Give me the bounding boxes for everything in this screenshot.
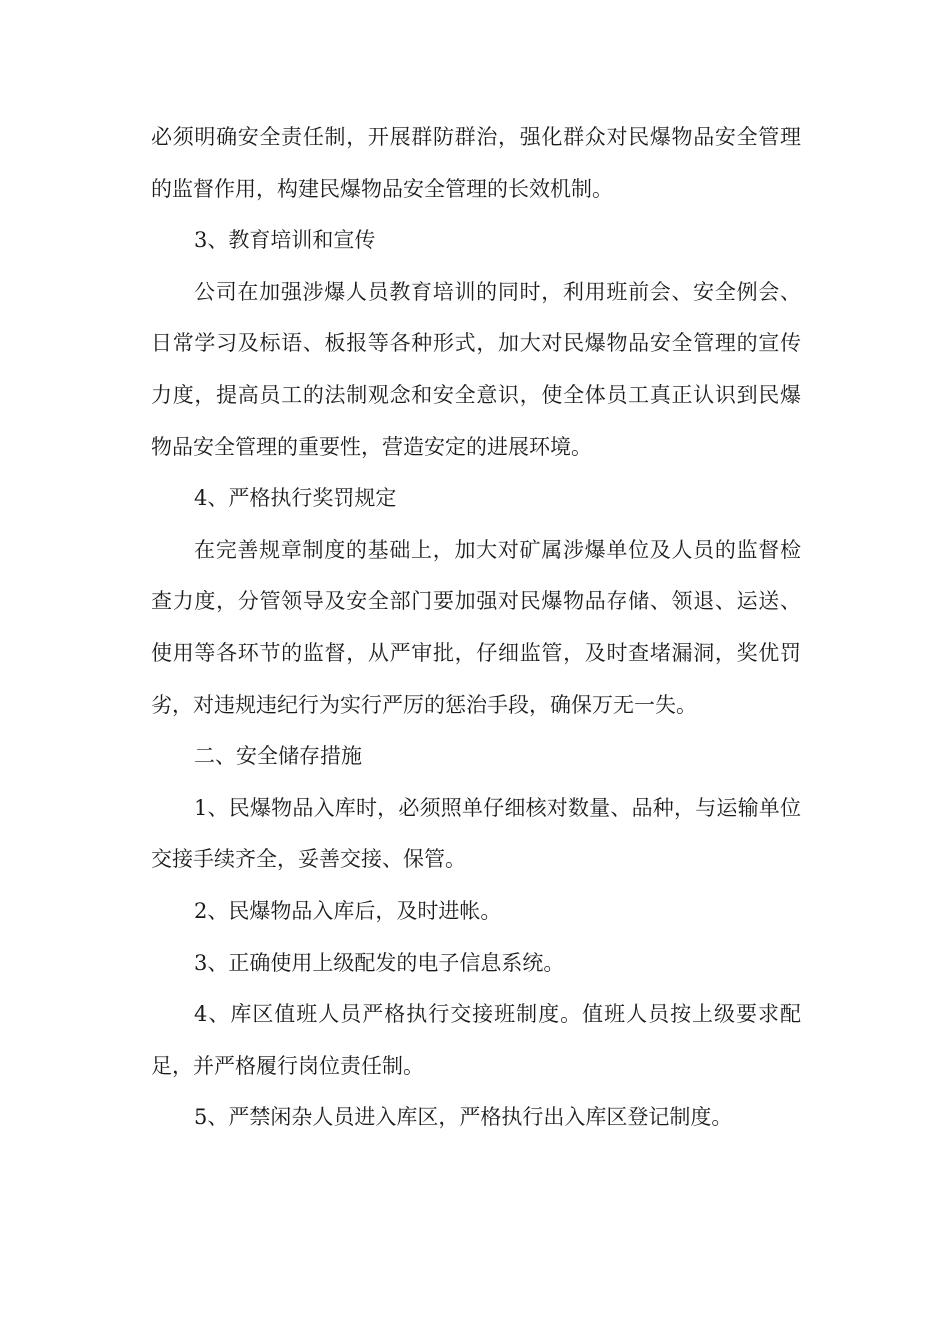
paragraph-storage-item-4: 4、库区值班人员严格执行交接班制度。值班人员按上级要求配足，并严格履行岗位责任制。 <box>151 1002 801 1078</box>
document-body <box>151 112 801 1144</box>
paragraph-storage-item-2: 2、民爆物品入库后，及时进帐。 <box>194 898 502 923</box>
heading-education-training: 3、教育培训和宣传 <box>194 228 376 253</box>
heading-rewards-penalties: 4、严格执行奖罚规定 <box>194 486 397 511</box>
paragraph-storage-item-1: 1、民爆物品入库时，必须照单仔细核对数量、品种，与运输单位交接手续齐全，妥善交接、保管。 <box>151 795 801 872</box>
paragraph-storage-item-3: 3、正确使用上级配发的电子信息系统。 <box>194 950 565 975</box>
paragraph-storage-item-5: 5、严禁闲杂人员进入库区，严格执行出入库区登记制度。 <box>194 1105 733 1130</box>
paragraph-responsibility: 必须明确安全责任制，开展群防群治，强化群众对民爆物品安全管理的监督作用，构建民爆物品安全管理的长效机制。 <box>151 125 801 201</box>
paragraph-education-training: 公司在加强涉爆人员教育培训的同时，利用班前会、安全例会、日常学习及标语、板报等各种形式，加大对民爆物品安全管理的宣传力度，提高员工的法制观念和安全意识，使全体员工真正认识到民爆物品安全管理的重要性，营造安定的进展环境。 <box>151 279 801 459</box>
heading-storage-measures: 二、安全储存措施 <box>194 744 362 769</box>
paragraph-rewards-penalties: 在完善规章制度的基础上，加大对矿属涉爆单位及人员的监督检查力度，分管领导及安全部门要加强对民爆物品存储、领退、运送、使用等各环节的监督，从严审批，仔细监管，及时查堵漏洞，奖优罚劣，对违规违纪行为实行严厉的惩治手段，确保万无一失。 <box>151 537 801 717</box>
